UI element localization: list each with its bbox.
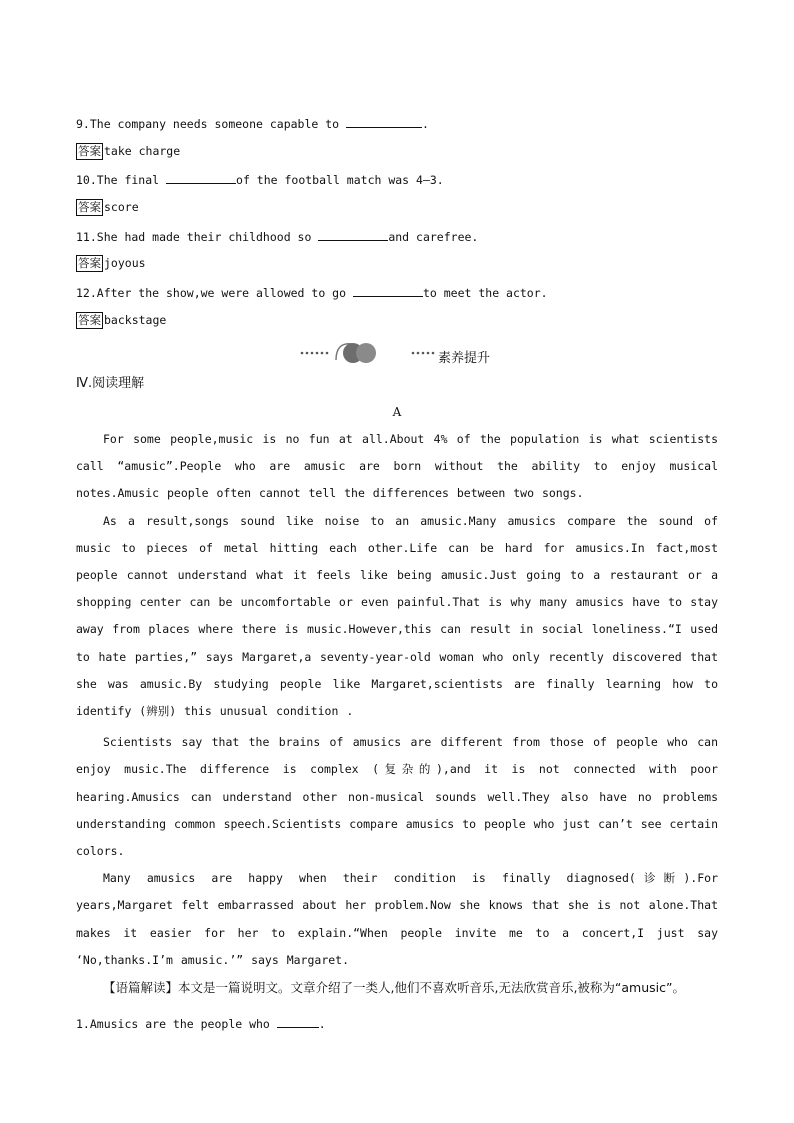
question-text-end: of the football match was 4—3. bbox=[236, 173, 444, 187]
banner-title: 素养提升 bbox=[438, 351, 491, 366]
question-10 bbox=[76, 172, 444, 188]
passage-analysis: 【语篇解读】本文是一篇说明文。文章介绍了一类人,他们不喜欢听音乐,无法欣赏音乐,被称为“amusic”。 bbox=[103, 980, 685, 996]
answer-text: take charge bbox=[104, 144, 181, 158]
question-12 bbox=[76, 285, 548, 301]
answer-text: backstage bbox=[104, 313, 167, 327]
question-text-end: and carefree. bbox=[388, 230, 479, 244]
answer-blank bbox=[346, 116, 422, 128]
answer-11 bbox=[76, 255, 146, 272]
answer-blank bbox=[277, 1016, 319, 1028]
question-text: 9.The company needs someone capable to bbox=[76, 117, 347, 131]
answer-blank bbox=[353, 285, 423, 297]
answer-label-box: 答案 bbox=[78, 313, 101, 327]
question-text-end: . bbox=[318, 1017, 326, 1031]
passage-paragraph: Many amusics are happy when their condition is finally diagnosed(诊断).For years,Margaret felt embarrassed about her problem.Now she knows that she is not alone.That makes it easier for her to explain.“When people invite me to a concert,I just say ‘No,thanks.I’m amusic.’” says Margaret. bbox=[76, 871, 718, 967]
question-text: 1.Amusics are the people who bbox=[76, 1017, 277, 1031]
answer-label-box: 答案 bbox=[78, 200, 101, 214]
passage-paragraph: Scientists say that the brains of amusics are different from those of people who can enjoy music.The difference is complex (复杂的),and it is not connected with poor hearing.Amusics can understand other non-musical sounds well.They also have no problems understanding common speech.Scientists compare amusics to people who just can’t see certain colors. bbox=[76, 735, 718, 859]
section-banner bbox=[300, 340, 520, 368]
answer-blank bbox=[318, 229, 388, 241]
answer-12 bbox=[76, 312, 166, 329]
passage-body bbox=[76, 426, 718, 1001]
passage-paragraph: As a result,songs sound like noise to an amusic.Many amusics compare the sound of music to pieces of metal hitting each other.Life can be hard for amusics.In fact,most people cannot understand what it feels like being amusic.Just going to a restaurant or a shopping center can be uncomfortable or even painful.That is why many amusics have to stay away from places where there is music.However,this can result in social loneliness.“I used to hate parties,” says Margaret,a seventy-year-old woman who only recently discovered that she was amusic.By studying people like Margaret,scientists are finally learning how to identify (辨别) this unusual condition . bbox=[76, 513, 718, 719]
comprehension-question-1 bbox=[76, 1016, 326, 1032]
passage-letter: A bbox=[392, 405, 402, 419]
question-text-end: to meet the actor. bbox=[422, 286, 548, 300]
question-text: 11.She had made their childhood so bbox=[76, 230, 319, 244]
answer-text: score bbox=[104, 200, 139, 214]
answer-label-box: 答案 bbox=[78, 256, 101, 270]
question-11 bbox=[76, 229, 478, 245]
answer-blank bbox=[166, 172, 236, 184]
question-text: 10.The final bbox=[76, 173, 167, 187]
passage-paragraph: For some people,music is no fun at all.About 4% of the population is what scientists call “amusic”.People who are amusic are born without the ability to enjoy musical notes.Amusic people often cannot tell the differences between two songs. bbox=[76, 432, 718, 501]
question-text-end: . bbox=[422, 117, 429, 131]
answer-10 bbox=[76, 199, 139, 216]
answer-text: joyous bbox=[104, 256, 146, 270]
question-text: 12.After the show,we were allowed to go bbox=[76, 286, 353, 300]
answer-label-box: 答案 bbox=[78, 144, 101, 158]
question-9 bbox=[76, 116, 429, 132]
section-title: Ⅳ.阅读理解 bbox=[76, 376, 145, 391]
answer-9 bbox=[76, 143, 180, 160]
